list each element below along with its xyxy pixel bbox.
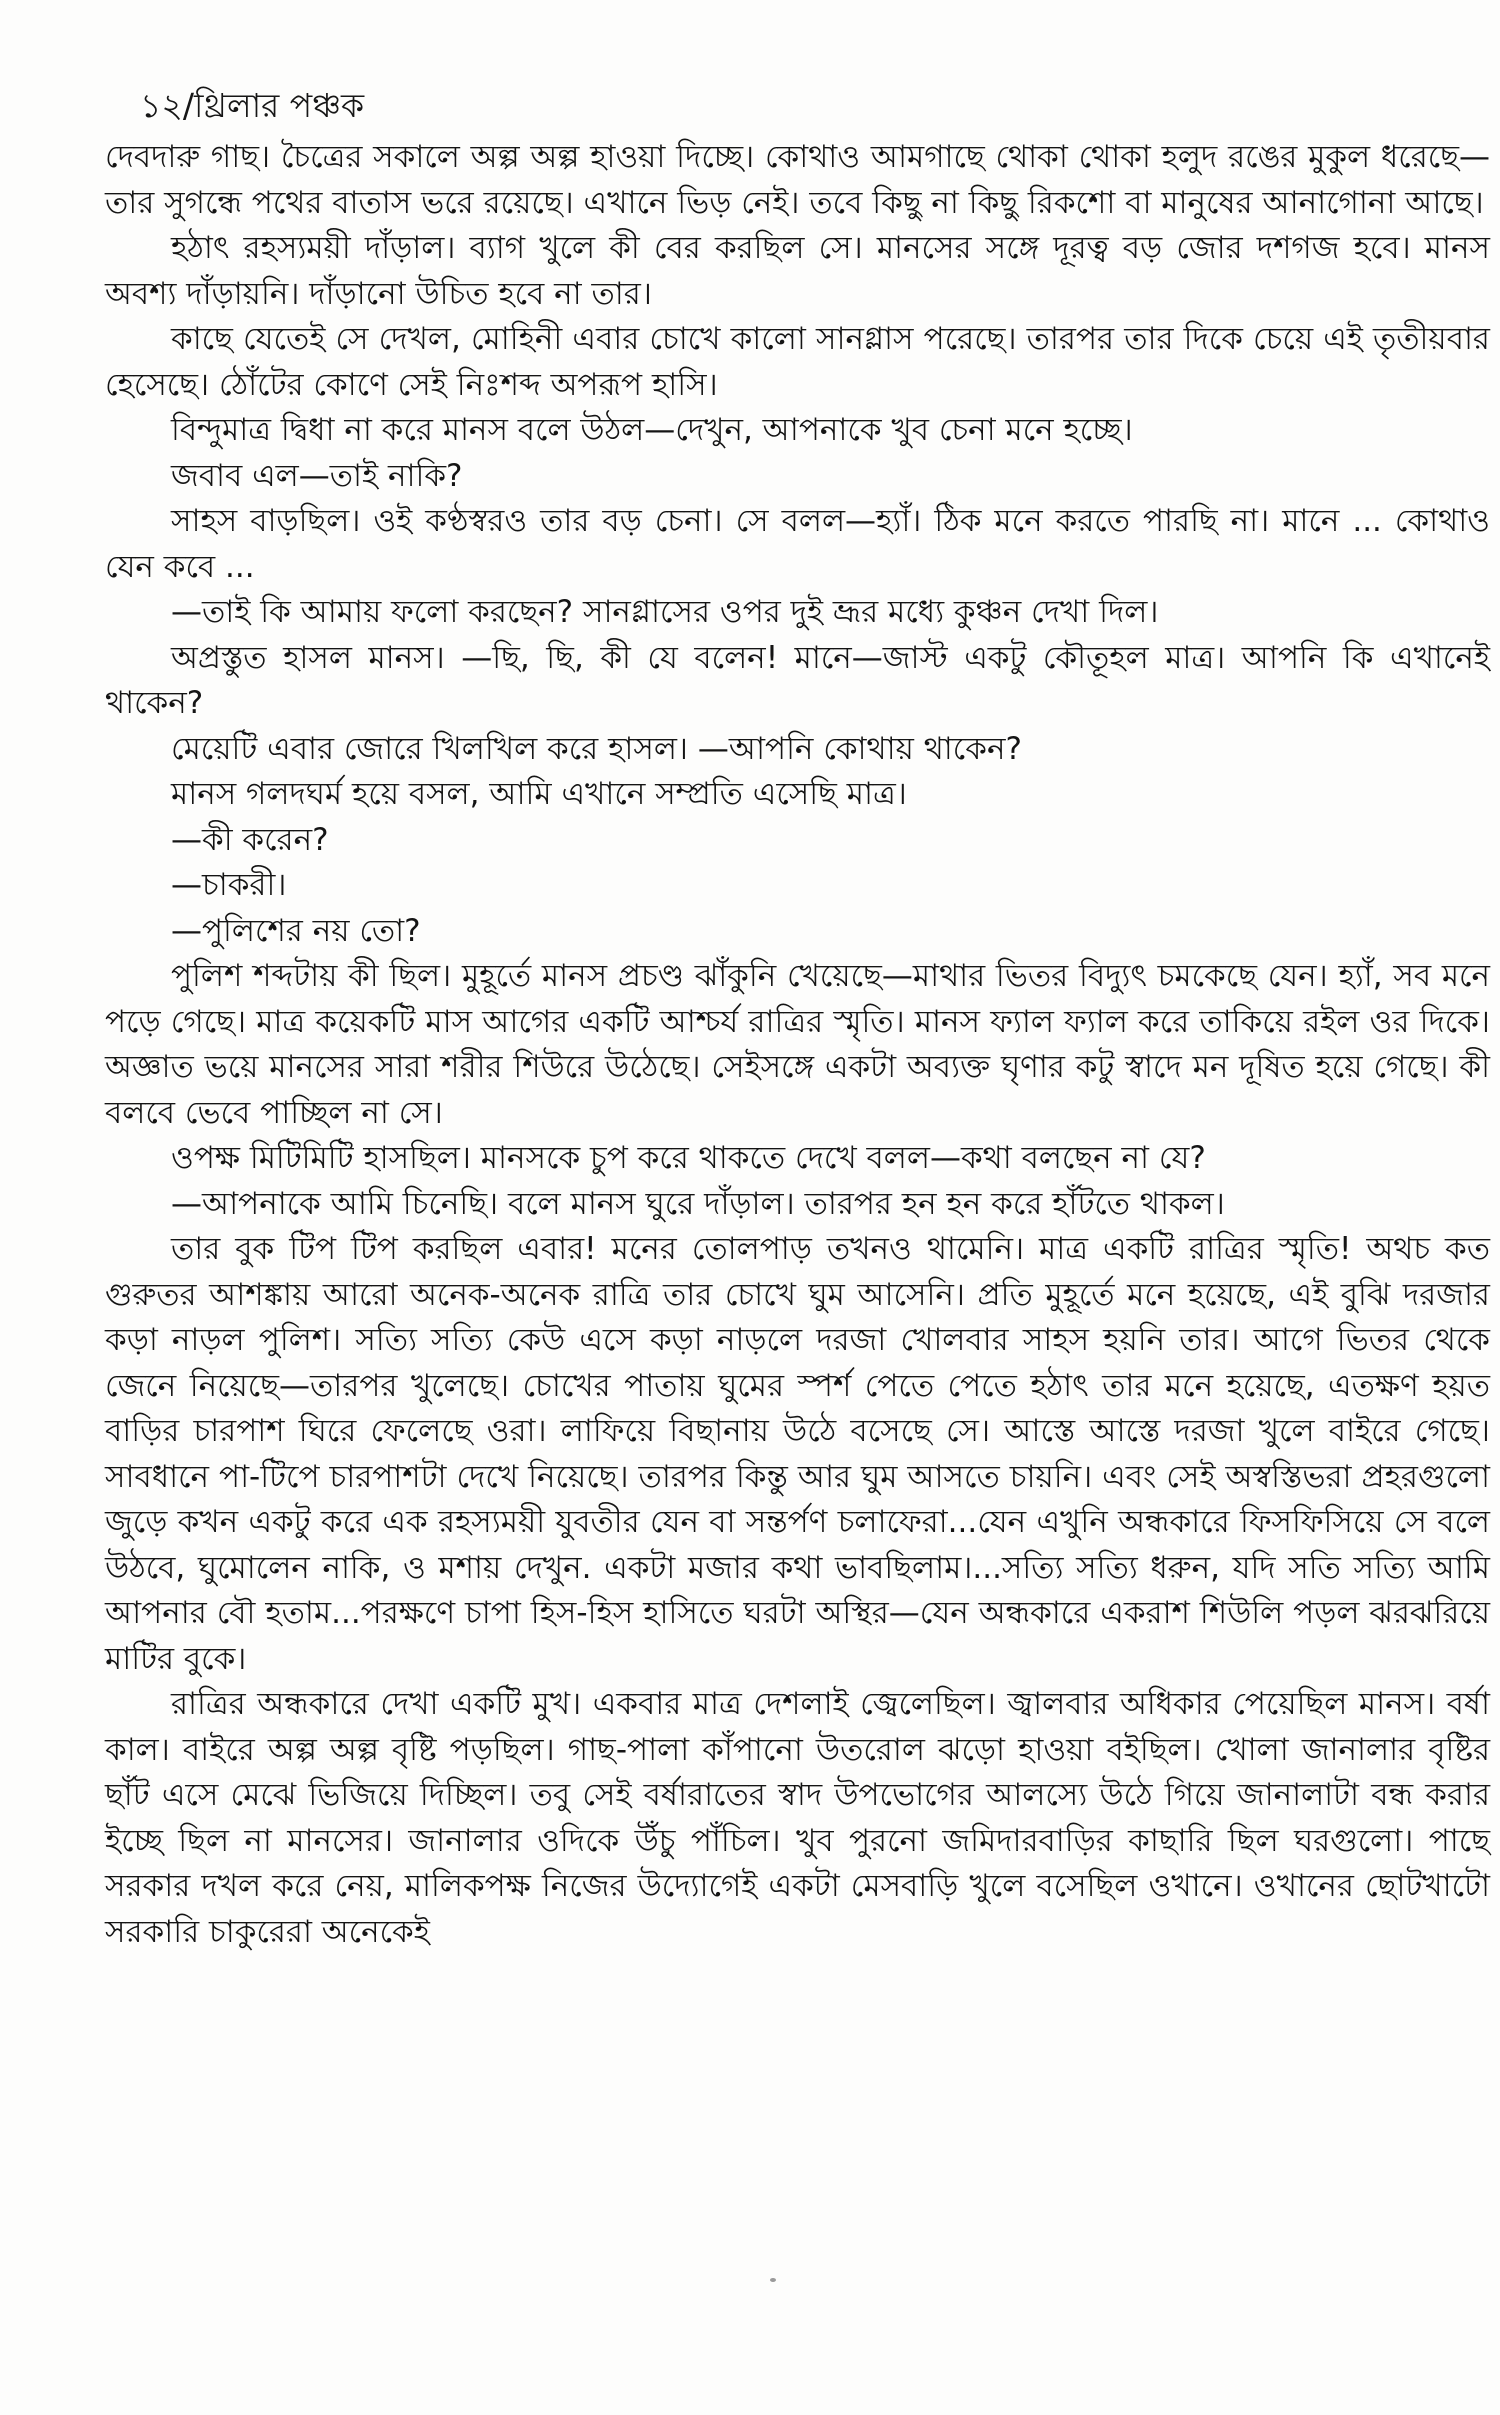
paragraph-8: অপ্রস্তুত হাসল মানস। —ছি, ছি, কী যে বলেন! মানে—জাস্ট একটু কৌতূহল মাত্র। আপনি কি এখানেই থাকেন? (105, 639, 1490, 721)
paragraph-2: হঠাৎ রহস্যময়ী দাঁড়াল। ব্যাগ খুলে কী বের করছিল সে। মানসের সঙ্গে দূরত্ব বড় জোর দশগজ হবে। মানস অবশ্য দাঁড়ায়নি। দাঁড়ানো উচিত হবে না তার। (105, 230, 1490, 312)
paragraph-11: —কী করেন? (171, 821, 329, 858)
paragraph-15: ওপক্ষ মিটিমিটি হাসছিল। মানসকে চুপ করে থাকতে দেখে বলল—কথা বলছেন না যে? (171, 1140, 1206, 1176)
paragraph-4: বিন্দুমাত্র দ্বিধা না করে মানস বলে উঠল—দেখুন, আপনাকে খুব চেনা মনে হচ্ছে। (171, 412, 1133, 448)
paragraph-14: পুলিশ শব্দটায় কী ছিল। মুহূর্তে মানস প্রচণ্ড ঝাঁকুনি খেয়েছে—মাথার ভিতর বিদ্যুৎ চমকেছে যেন। হ্যাঁ, সব মনে পড়ে গেছে। মাত্র কয়েকটি মাস আগের একটি আশ্চর্য রাত্রির স্মৃতি। মানস ফ্যাল ফ্যাল করে তাকিয়ে রইল ওর দিকে। অজ্ঞাত ভয়ে মানসের সারা শরীর শিউরে উঠেছে। সেইসঙ্গে একটা অব্যক্ত ঘৃণার কটু স্বাদে মন দূষিত হয়ে গেছে। কী বলবে ভেবে পাচ্ছিল না সে। (105, 958, 1490, 1131)
paragraph-16: —আপনাকে আমি চিনেছি। বলে মানস ঘুরে দাঁড়াল। তারপর হন হন করে হাঁটতে থাকল। (171, 1185, 1225, 1222)
running-head: ১২/থ্রিলার পঞ্চক (140, 86, 365, 125)
paragraph-6: সাহস বাড়ছিল। ওই কণ্ঠস্বরও তার বড় চেনা। সে বলল—হ্যাঁ। ঠিক মনে করতে পারছি না। মানে ... কোথাও যেন কবে ... (105, 503, 1490, 585)
paragraph-5: জবাব এল—তাই নাকি? (171, 457, 463, 494)
paragraph-18: রাত্রির অন্ধকারে দেখা একটি মুখ। একবার মাত্র দেশলাই জ্বেলেছিল। জ্বালবার অধিকার পেয়েছিল মানস। বর্ষা কাল। বাইরে অল্প অল্প বৃষ্টি পড়ছিল। গাছ-পালা কাঁপানো উতরোল ঝড়ো হাওয়া বইছিল। খোলা জানালার বৃষ্টির ছাঁট এসে মেঝে ভিজিয়ে দিচ্ছিল। তবু সেই বর্ষারাতের স্বাদ উপভোগের আলস্যে উঠে গিয়ে জানালাটা বন্ধ করার ইচ্ছে ছিল না মানসের। জানালার ওদিকে উঁচু পাঁচিল। খুব পুরনো জমিদারবাড়ির কাছারি ছিল ঘরগুলো। পাছে সরকার দখল করে নেয়, মালিকপক্ষ নিজের উদ্যোগেই একটা মেসবাড়ি খুলে বসেছিল ওখানে। ওখানের ছোটখাটো সরকারি চাকুরেরা অনেকেই (105, 1686, 1490, 1950)
paragraph-3: কাছে যেতেই সে দেখল, মোহিনী এবার চোখে কালো সানগ্লাস পরেছে। তারপর তার দিকে চেয়ে এই তৃতীয়বার হেসেছে। ঠোঁটের কোণে সেই নিঃশব্দ অপরূপ হাসি। (105, 321, 1490, 403)
paper-speck (770, 2278, 776, 2282)
paragraph-7: —তাই কি আমায় ফলো করছেন? সানগ্লাসের ওপর দুই ভ্রূর মধ্যে কুঞ্চন দেখা দিল। (171, 594, 1159, 630)
paragraph-9: মেয়েটি এবার জোরে খিলখিল করে হাসল। —আপনি কোথায় থাকেন? (171, 730, 1022, 767)
paragraph-10: মানস গলদঘর্ম হয়ে বসল, আমি এখানে সম্প্রতি এসেছি মাত্র। (171, 776, 907, 812)
body-text (105, 135, 1490, 1955)
paragraph-12: —চাকরী। (171, 867, 287, 903)
paragraph-17: তার বুক টিপ টিপ করছিল এবার! মনের তোলপাড় তখনও থামেনি। মাত্র একটি রাত্রির স্মৃতি! অথচ কত গুরুতর আশঙ্কায় আরো অনেক-অনেক রাত্রি তার চোখে ঘুম আসেনি। প্রতি মুহূর্তে মনে হয়েছে, এই বুঝি দরজার কড়া নাড়ল পুলিশ। সত্যি সত্যি কেউ এসে কড়া নাড়লে দরজা খোলবার সাহস হয়নি তার। আগে ভিতর থেকে জেনে নিয়েছে—তারপর খুলেছে। চোখের পাতায় ঘুমের স্পর্শ পেতে পেতে হঠাৎ তার মনে হয়েছে, এতক্ষণ হয়ত বাড়ির চারপাশ ঘিরে ফেলেছে ওরা। লাফিয়ে বিছানায় উঠে বসেছে সে। আস্তে আস্তে দরজা খুলে বাইরে গেছে। সাবধানে পা-টিপে চারপাশটা দেখে নিয়েছে। তারপর কিন্তু আর ঘুম আসতে চায়নি। এবং সেই অস্বস্তিভরা প্রহরগুলো জুড়ে কখন একটু করে এক রহস্যময়ী যুবতীর যেন বা সন্তর্পণ চলাফেরা...যেন এখুনি অন্ধকারে ফিসফিসিয়ে সে বলে উঠবে, ঘুমোলেন নাকি, ও মশায় দেখুন. একটা মজার কথা ভাবছিলাম।...সত্যি সত্যি ধরুন, যদি সতি সত্যি আমি আপনার বৌ হতাম...পরক্ষণে চাপা হিস-হিস হাসিতে ঘরটা অস্থির—যেন অন্ধকারে একরাশ শিউলি পড়ল ঝরঝরিয়ে মাটির বুকে। (105, 1231, 1490, 1677)
paragraph-13: —পুলিশের নয় তো? (171, 912, 421, 949)
paragraph-1: দেবদারু গাছ। চৈত্রের সকালে অল্প অল্প হাওয়া দিচ্ছে। কোথাও আমগাছে থোকা থোকা হলুদ রঙের মুকুল ধরেছে—তার সুগন্ধে পথের বাতাস ভরে রয়েছে। এখানে ভিড় নেই। তবে কিছু না কিছু রিকশো বা মানুষের আনাগোনা আছে। (105, 139, 1490, 221)
